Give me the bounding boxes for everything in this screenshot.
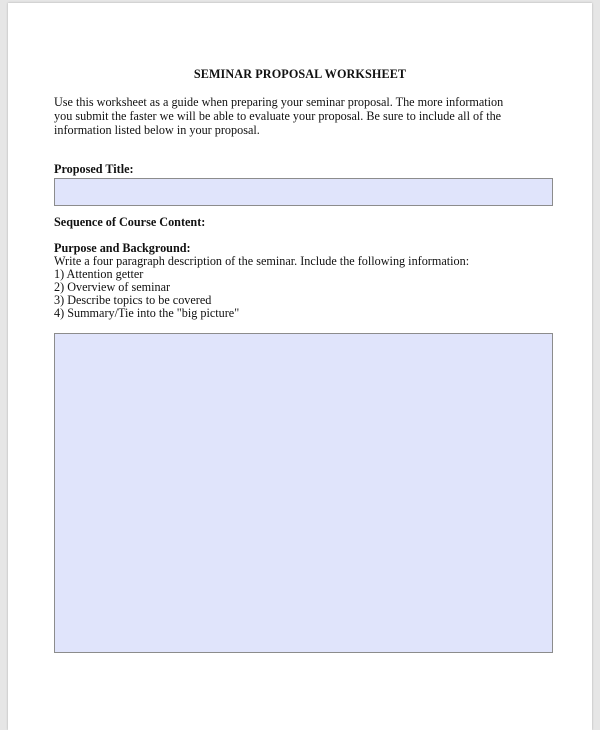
purpose-list-item: 1) Attention getter <box>54 266 144 281</box>
purpose-list-item: 2) Overview of seminar <box>54 279 171 294</box>
purpose-list-item: 4) Summary/Tie into the "big picture" <box>54 305 240 320</box>
purpose-text-field[interactable] <box>54 333 553 653</box>
purpose-instruction: Write a four paragraph description of the seminar. Include the following information: <box>54 254 470 268</box>
intro-line: Use this worksheet as a guide when preparing your seminar proposal. The more information <box>54 95 504 109</box>
purpose-list-item: 3) Describe topics to be covered <box>54 292 212 307</box>
worksheet-title: SEMINAR PROPOSAL WORKSHEET <box>193 67 407 81</box>
purpose-label: Purpose and Background: <box>54 241 191 255</box>
document-page <box>8 3 592 730</box>
purpose-description <box>54 255 574 320</box>
proposed-title-label: Proposed Title: <box>54 162 134 176</box>
intro-paragraph <box>54 95 574 138</box>
intro-line: you submit the faster we will be able to evaluate your proposal. Be sure to include all of the <box>54 109 502 124</box>
sequence-label: Sequence of Course Content: <box>54 215 206 229</box>
intro-line: information listed below in your proposal. <box>54 123 260 138</box>
proposed-title-field[interactable] <box>54 178 553 206</box>
